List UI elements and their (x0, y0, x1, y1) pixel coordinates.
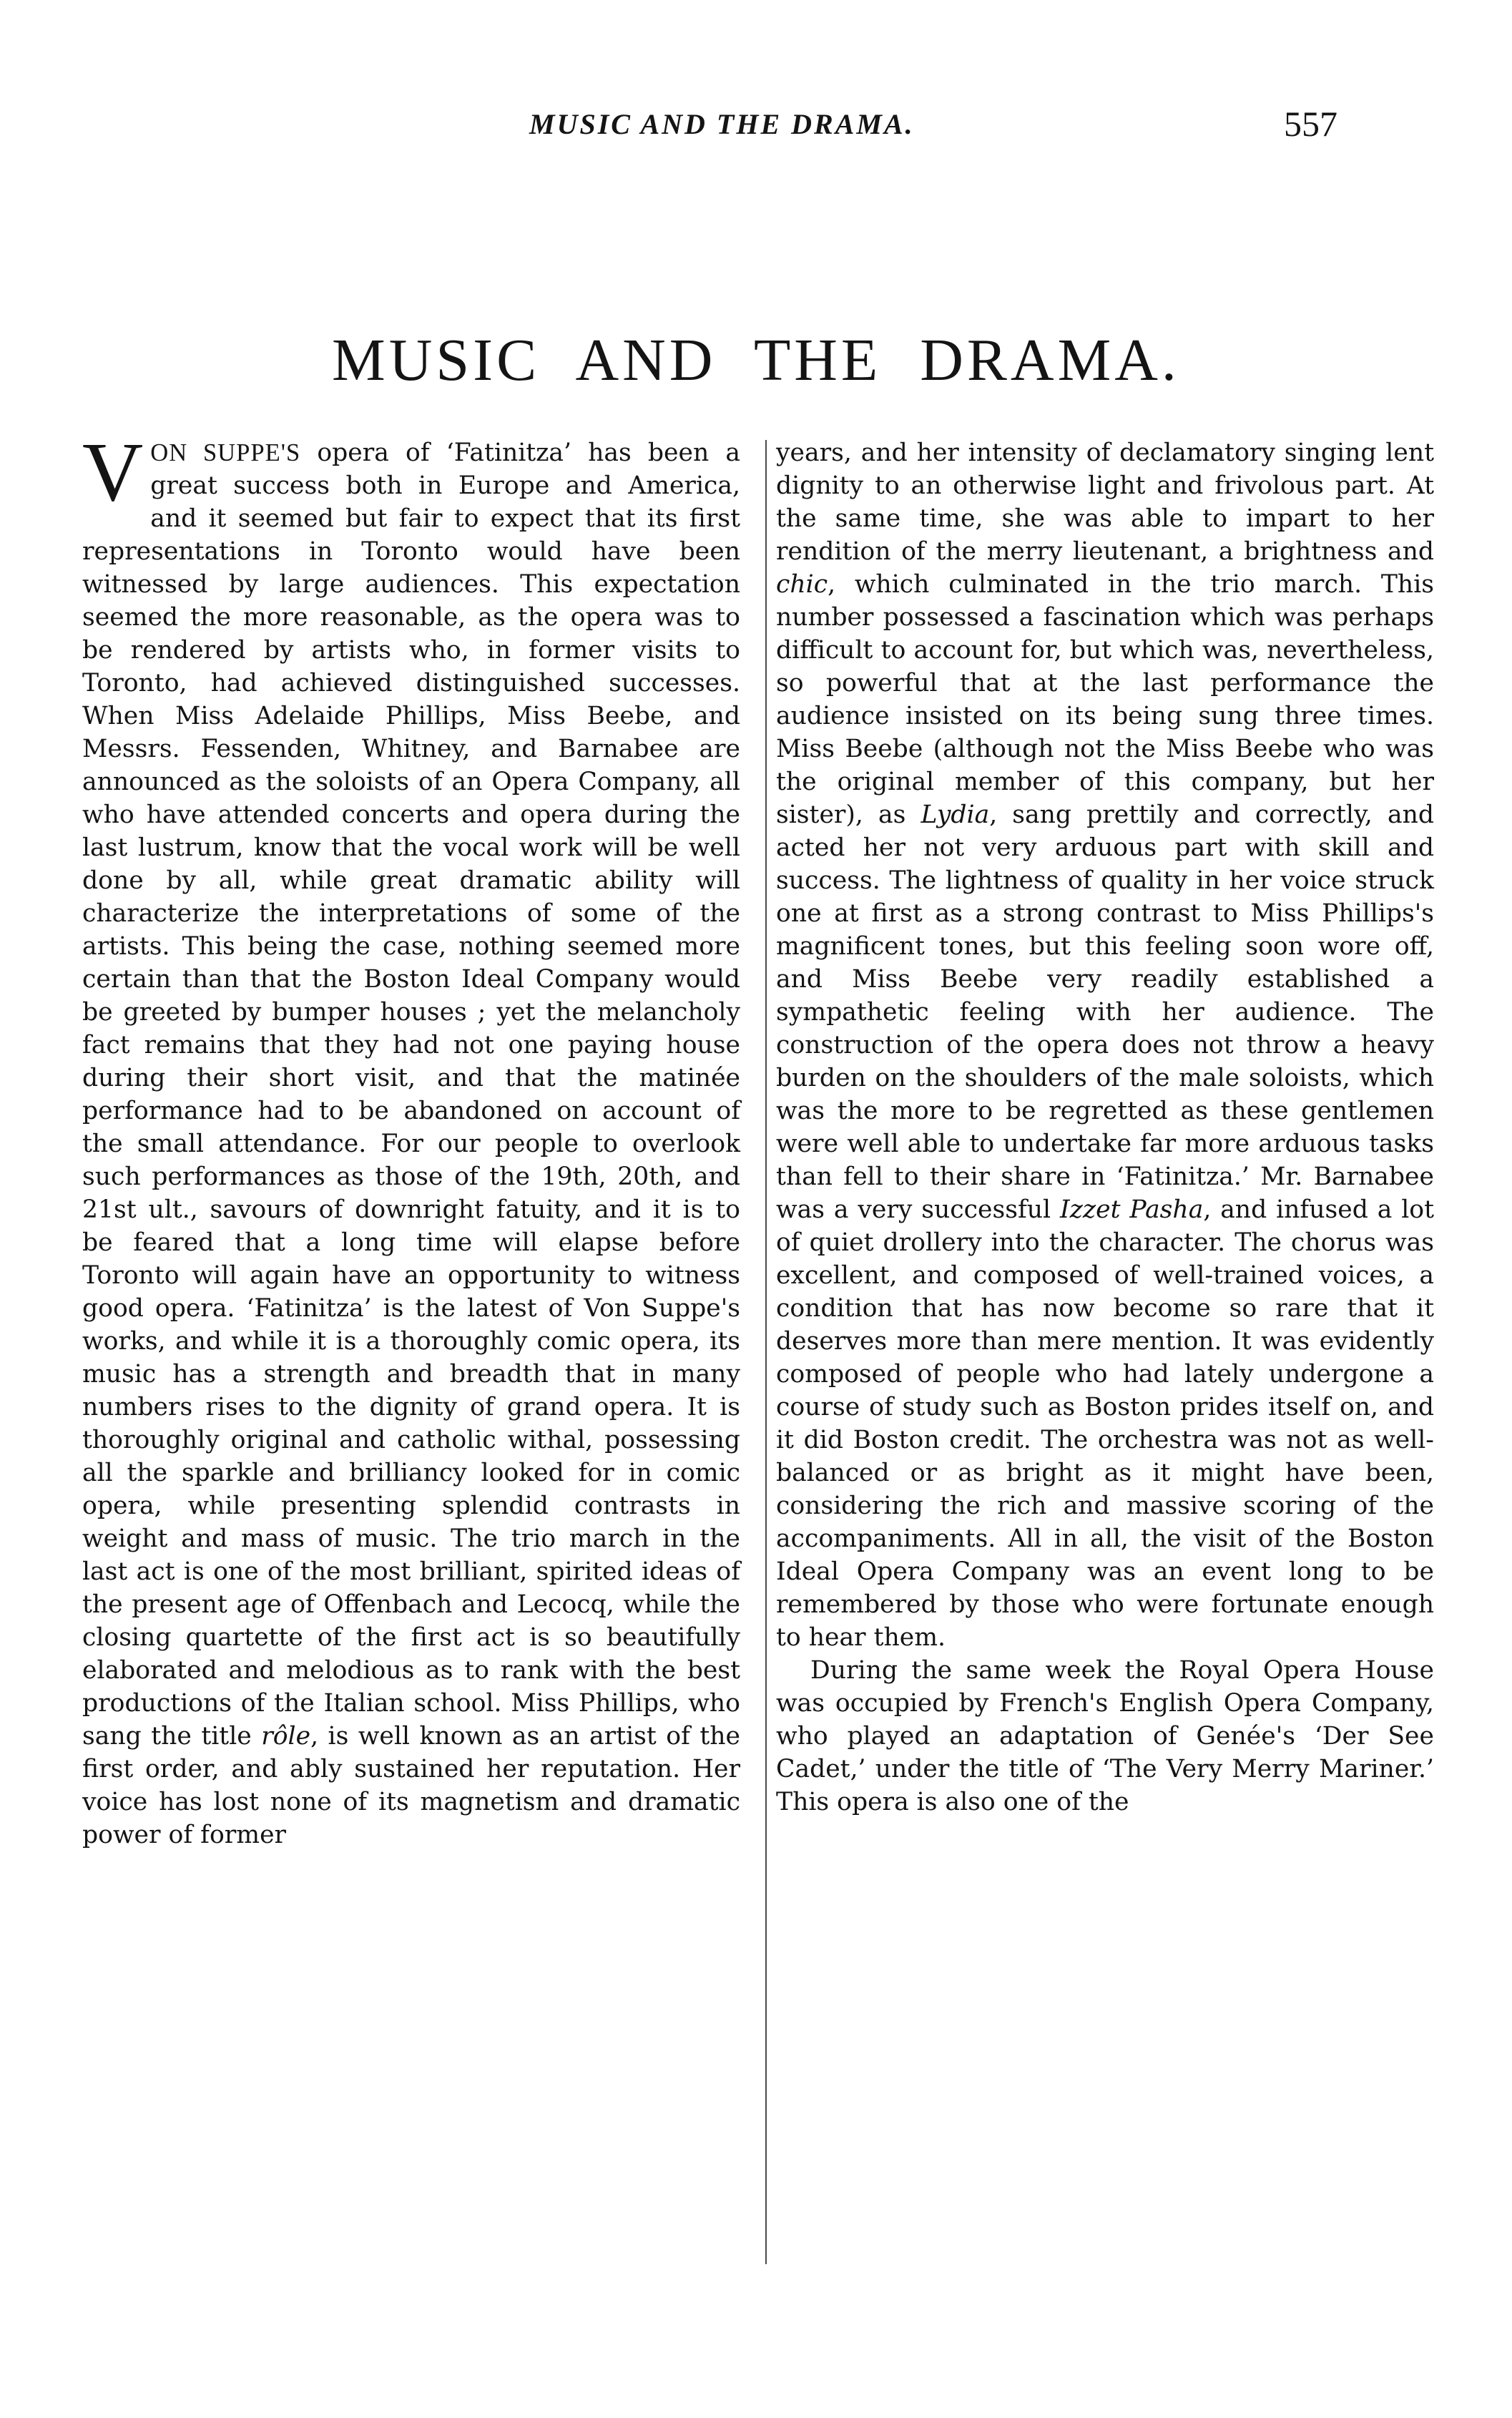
italic-term: Izzet Pasha (1060, 1195, 1204, 1224)
left-column (82, 425, 740, 1851)
running-head (0, 104, 1512, 157)
drop-cap: V (82, 425, 144, 519)
italic-term: Lydia (921, 801, 990, 829)
paragraph-von-suppe (82, 425, 740, 1851)
running-title: MUSIC AND THE DRAMA. (529, 108, 915, 140)
paragraph-text: years, and her intensity of declamatory singing lent dignity to an otherwise light and frivolous part. At the same time, she was able to impart to her rendition of the merry lieutenant, a brightness and (776, 439, 1434, 566)
page-number: 557 (1284, 104, 1337, 144)
opening-words: ON SUPPE'S (150, 439, 301, 466)
paragraph-text: , sang prettily and correctly, and acted her not very arduous part with skill and success. The lightness of quality in her voice struck one at first as a strong contrast to Miss Phillips's magnificent tones, but this feeling soon wore off, and Miss Beebe very readily established a sympathetic feeling with her audience. The construction of the opera does not throw a heavy burden on the shoulders of the male soloists, which was the more to be regretted as these gentlemen were well able to undertake far more arduous tasks than fell to their share in ‘Fatinitza.’ Mr. Barnabee was a very successful (776, 801, 1435, 1224)
italic-term: rôle (261, 1722, 311, 1751)
paragraph-text: , and infused a lot of quiet drollery into the character. The chorus was excellent, and composed of well-trained voices, a condition that has now become so rare that it deserves more than mere mention. It was evidently composed of people who had lately undergone a course of study such as Boston prides itself on, and it did Boston credit. The orchestra was not as well-balanced or as bright as it might have been, considering the rich and massive scoring of the accompaniments. All in all, the visit of the Boston Ideal Opera Company was an event long to be remembered by those who were fortunate enough to hear them. (776, 1195, 1434, 1652)
column-rule (765, 440, 767, 2264)
right-column (776, 436, 1434, 1819)
paragraph-text: opera of ‘Fatinitza’ has been a great success both in Europe and America, and it seemed but fair to expect that its first representations in Toronto would have been witnessed by large audiences. This expectation seemed the more reasonable, as the opera was to be rendered by artists who, in former visits to Toronto, had achieved distinguished successes. When Miss Adelaide Phillips, Miss Beebe, and Messrs. Fessenden, Whitney, and Barnabee are announced as the soloists of an Opera Company, all who have attended concerts and opera during the last lustrum, know that the vocal work will be well done by all, while great dramatic ability will characterize the interpretations of some of the artists. This being the case, nothing seemed more certain than that the Boston Ideal Company would be greeted by bumper houses ; yet the melancholy fact remains that they had not one paying house during their short visit, and that the matinée performance had to be abandoned on account of the small attendance. For our people to overlook such performances as those of the 19th, 20th, and 21st ult., savours of downright fatuity, and it is to be feared that a long time will elapse before Toronto will again have an opportunity to witness good opera. ‘Fatinitza’ is the latest of Von Suppe's works, and while it is a thoroughly comic opera, its music has a strength and breadth that in many numbers rises to the dignity of grand opera. It is thoroughly original and catholic withal, possessing all the sparkle and brilliancy looked for in comic opera, while presenting splendid contrasts in weight and mass of music. The trio march in the last act is one of the most brilliant, spirited ideas of the present age of Offenbach and Lecocq, while the closing quartette of the first act is so beautifully elaborated and melodious as to rank with the best productions of the Italian school. Miss Phillips, who sang the title (82, 439, 740, 1751)
article-title: MUSIC AND THE DRAMA. (332, 327, 1180, 393)
paragraph-text: , is well known as an artist of the first order, and ably sustained her reputation. Her voice has lost none of its magnetism and dramatic power of former (82, 1722, 740, 1849)
italic-term: chic (776, 570, 828, 599)
paragraph-continued (776, 436, 1434, 1654)
paragraph-royal-opera-house: During the same week the Royal Opera House was occupied by French's English Opera Company, who played an adaptation of Genée's ‘Der See Cadet,’ under the title of ‘The Very Merry Mariner.’ This opera is also one of the (776, 1656, 1434, 1816)
paragraph-text: , which culminated in the trio march. This number possessed a fascination which was perhaps difficult to account for, but which was, nevertheless, so powerful that at the last performance the audience insisted on its being sung three times. Miss Beebe (although not the Miss Beebe who was the original member of this company, but her sister), as (776, 570, 1434, 829)
